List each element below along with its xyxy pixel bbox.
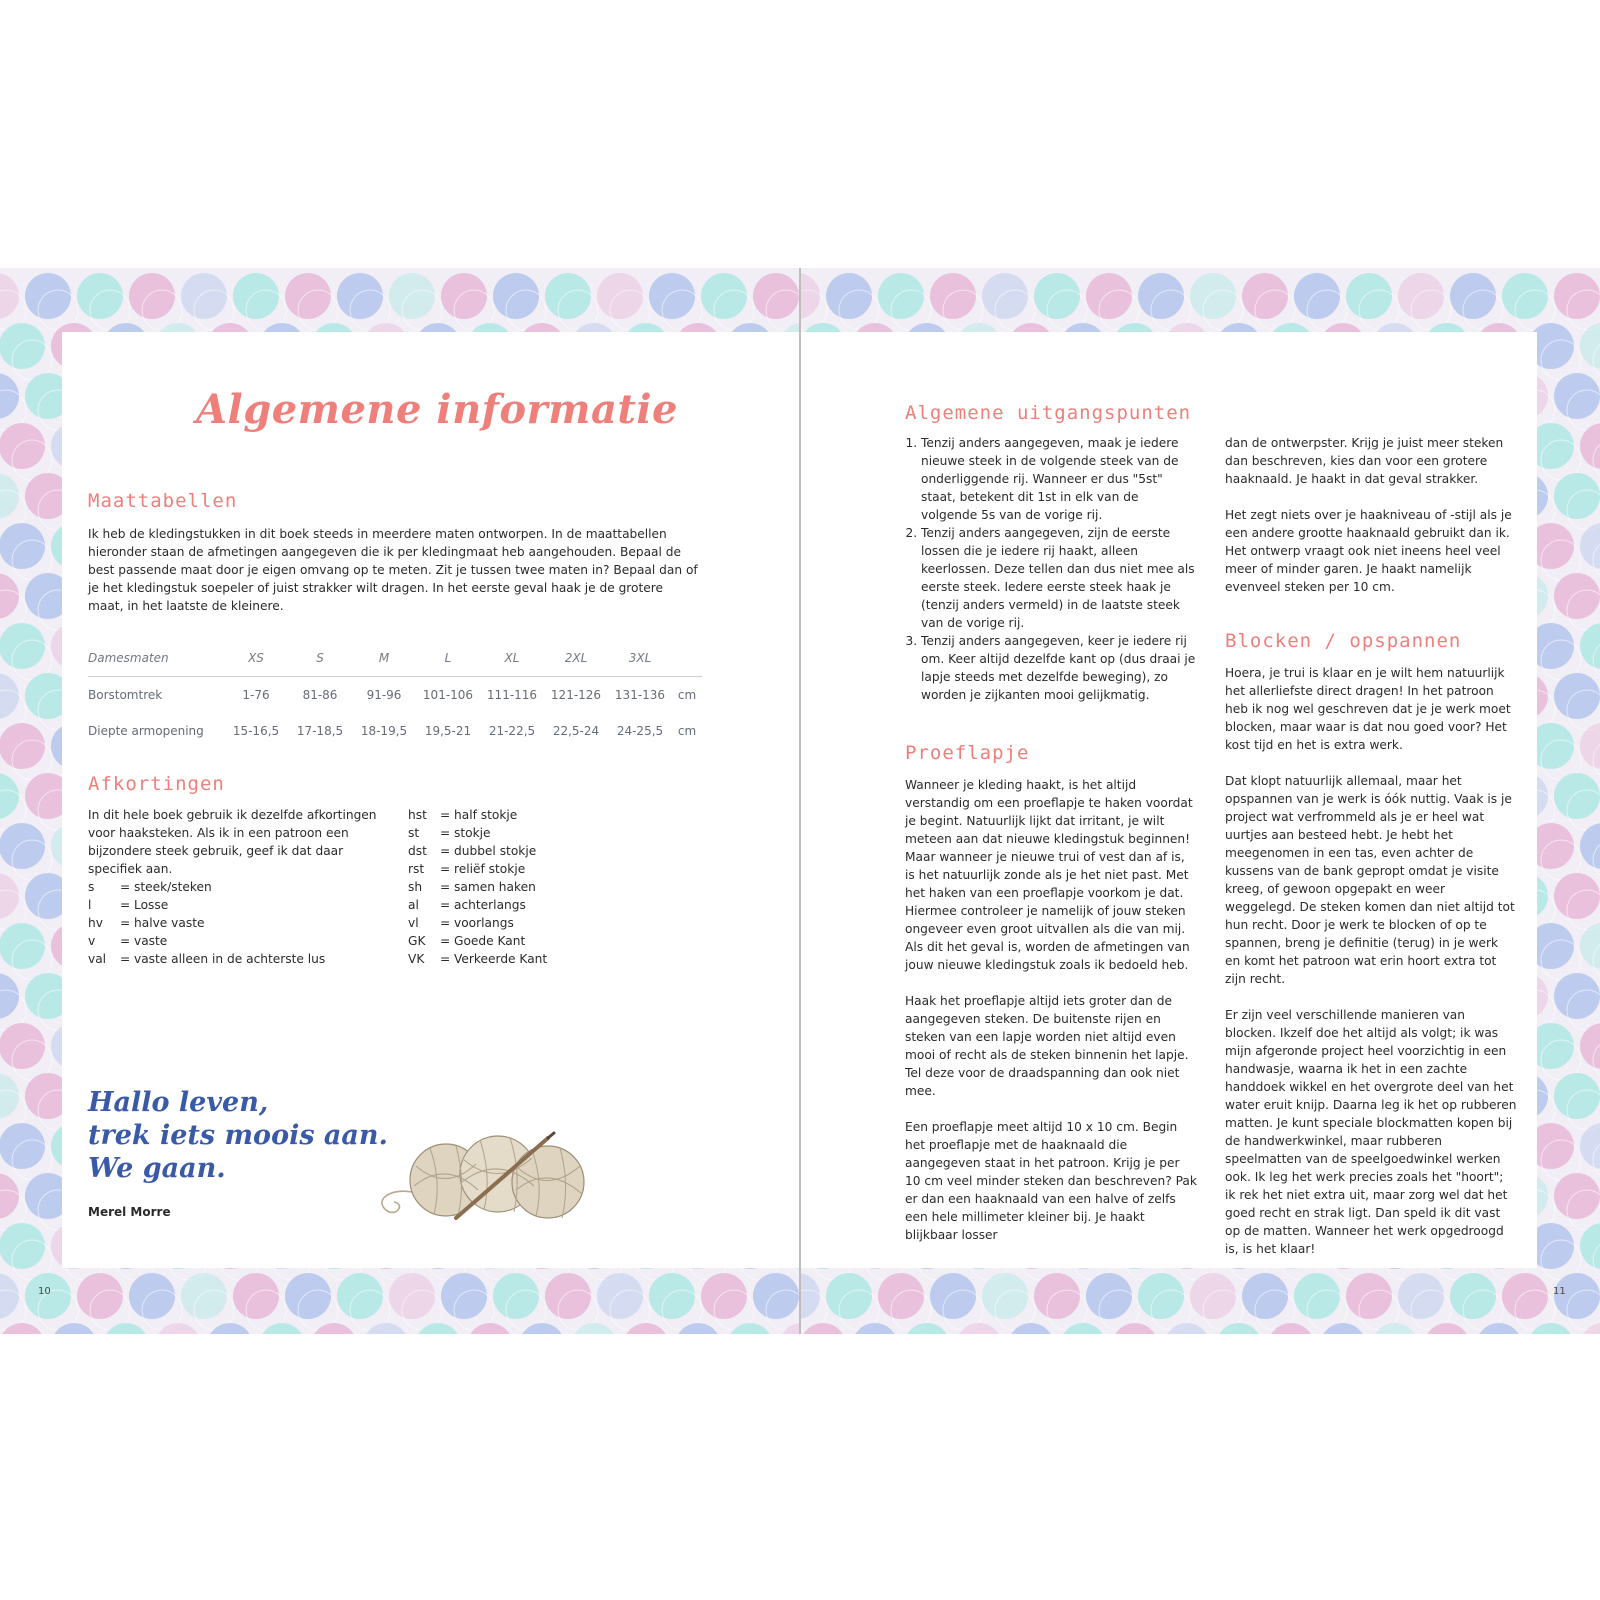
section-heading-uitgangspunten: Algemene uitgangspunten bbox=[905, 402, 1192, 424]
yarn-dot bbox=[1502, 1273, 1548, 1319]
yarn-dot bbox=[493, 273, 539, 319]
proeflapje-text bbox=[905, 776, 1197, 1244]
table-cell: 17-18,5 bbox=[296, 724, 344, 738]
yarn-dot bbox=[0, 923, 45, 969]
column-2-continuation bbox=[1225, 434, 1517, 596]
size-table bbox=[88, 640, 702, 749]
yarn-dot bbox=[1554, 573, 1600, 619]
table-cell: 22,5-24 bbox=[552, 724, 600, 738]
abbr-key: st bbox=[408, 826, 420, 840]
abbr-value: halve vaste bbox=[134, 916, 205, 930]
yarn-dot bbox=[1398, 273, 1444, 319]
yarn-dot bbox=[389, 273, 435, 319]
abbr-value: achterlangs bbox=[454, 898, 526, 912]
yarn-dot bbox=[1294, 1273, 1340, 1319]
proeflapje-paragraph-2: Haak het proeflapje altijd iets groter dan de aangegeven steken. De buitenste rijen en steken van een lapje worden niet altijd even mooi of recht als de steken binnenin het lapje. Tel deze voor de draadspanning dan ook niet mee. bbox=[905, 994, 1189, 1098]
yarn-dot bbox=[649, 273, 695, 319]
header-2xl: 2XL bbox=[544, 640, 608, 677]
yarn-dot bbox=[1554, 773, 1600, 819]
abbr-value: vaste alleen in de achterste lus bbox=[134, 952, 326, 966]
yarn-dot bbox=[77, 273, 123, 319]
yarn-dot bbox=[545, 273, 591, 319]
yarn-dot bbox=[441, 273, 487, 319]
yarn-dot bbox=[753, 1273, 799, 1319]
abbr-key: vl bbox=[408, 916, 419, 930]
yarn-dot bbox=[181, 1273, 227, 1319]
table-row bbox=[88, 677, 702, 714]
blocken-paragraph-2: Dat klopt natuurlijk allemaal, maar het opspannen van je werk is óók nuttig. Vaak is je project wat verfrommeld als je er heel wat uurtjes aan besteed hebt. Je hebt het meegenomen in een tas, even achter de kussens van de bank gepropt omdat je visite kreeg, of gewoon opgepakt en weer weggelegd. De steken komen dan niet altijd tot hun recht. Door je werk te blocken of op te spannen, breng je definitie (terug) in je werk en komt het patroon wat erin hoort extra tot zijn recht. bbox=[1225, 774, 1515, 986]
yarn-dot bbox=[1242, 1273, 1288, 1319]
afkortingen-intro bbox=[88, 806, 378, 878]
list-item: sh = samen haken bbox=[408, 880, 536, 894]
continuation-paragraph-2: Het zegt niets over je haakniveau of -stijl als je een andere grootte haaknaald gebruikt dan ik. Het ontwerp vraagt ook niet ineens heel veel meer of minder garen. Je haakt namelijk evenveel steken per 10 cm. bbox=[1225, 508, 1512, 594]
abbr-key: hst bbox=[408, 808, 427, 822]
yarn-dot bbox=[1086, 1273, 1132, 1319]
list-item: 1. Tenzij anders aangegeven, maak je iedere nieuwe steek in de volgende steek van de onderliggende rij. Wanneer er dus "5st" staat, betekent dit 1st in elk van de volgende 5s van de vorige rij. bbox=[921, 434, 1197, 524]
yarn-dot bbox=[1294, 273, 1340, 319]
list-item: VK = Verkeerde Kant bbox=[408, 952, 548, 966]
quote-line-3: We gaan. bbox=[88, 1153, 226, 1184]
table-row bbox=[88, 713, 702, 749]
header-damesmaten: Damesmaten bbox=[88, 640, 224, 677]
table-cell: 111-116 bbox=[486, 688, 538, 702]
list-item: hst = half stokje bbox=[408, 808, 518, 822]
list-item: val = vaste alleen in de achterste lus bbox=[88, 952, 326, 966]
yarn-dot bbox=[285, 1273, 331, 1319]
yarn-dot bbox=[0, 723, 45, 769]
header-xl: XL bbox=[480, 640, 544, 677]
table-cell: Diepte armopening bbox=[88, 724, 204, 738]
table-cell: 1-76 bbox=[242, 688, 270, 702]
table-cell: 15-16,5 bbox=[232, 724, 280, 738]
yarn-dot bbox=[1346, 1273, 1392, 1319]
abbr-value: Goede Kant bbox=[454, 934, 526, 948]
yarn-dot bbox=[337, 1273, 383, 1319]
yarn-dot bbox=[0, 323, 45, 369]
list-item: 2. Tenzij anders aangegeven, zijn de eerste lossen die je iedere rij haakt, alleen keerlossen. Deze tellen dan dus niet mee als eerste steek. Iedere eerste steek haak je (tenzij anders vermeld) in de laatste steek van de vorige rij. bbox=[921, 524, 1197, 632]
abbr-key: v bbox=[88, 934, 96, 948]
yarn-dot bbox=[930, 1273, 976, 1319]
header-l: L bbox=[416, 640, 480, 677]
abbr-value: vaste bbox=[134, 934, 168, 948]
page-number-right: 11 bbox=[1553, 1286, 1566, 1297]
yarn-dot bbox=[493, 1273, 539, 1319]
list-item: l = Losse bbox=[88, 898, 169, 912]
list-item: st = stokje bbox=[408, 826, 491, 840]
continuation-paragraph-1: dan de ontwerpster. Krijg je juist meer steken dan beschreven, kies dan voor een grotere haaknaald. Je haakt in dat geval strakker. bbox=[1225, 436, 1504, 486]
yarn-dot bbox=[826, 1273, 872, 1319]
table-cell: 121-126 bbox=[550, 688, 602, 702]
abbr-key: s bbox=[88, 880, 95, 894]
uitgangspunten-list bbox=[905, 434, 1197, 704]
yarn-dot bbox=[1190, 273, 1236, 319]
maattabellen-intro bbox=[88, 525, 698, 615]
yarn-dot bbox=[0, 1123, 45, 1169]
table-cell: 19,5-21 bbox=[424, 724, 472, 738]
page-number-left: 10 bbox=[38, 1286, 51, 1297]
yarn-dot bbox=[129, 273, 175, 319]
yarn-dot bbox=[233, 1273, 279, 1319]
left-page bbox=[0, 268, 799, 1334]
abbr-key: sh bbox=[408, 880, 423, 894]
yarn-dot bbox=[1398, 1273, 1444, 1319]
yarn-dot bbox=[701, 273, 747, 319]
yarn-dot bbox=[0, 623, 45, 669]
table-cell: 131-136 bbox=[614, 688, 666, 702]
yarn-dot bbox=[753, 273, 799, 319]
abbr-value: steek/steken bbox=[134, 880, 212, 894]
yarn-balls-with-crochet-hook-illustration bbox=[372, 1130, 604, 1226]
yarn-dot bbox=[0, 423, 45, 469]
table-cell: Borstomtrek bbox=[88, 688, 163, 702]
yarn-dot bbox=[0, 823, 45, 869]
yarn-dot bbox=[1138, 273, 1184, 319]
list-item: v = vaste bbox=[88, 934, 168, 948]
abbr-value: voorlangs bbox=[454, 916, 514, 930]
blocken-text bbox=[1225, 664, 1517, 1258]
abbr-value: Losse bbox=[134, 898, 169, 912]
yarn-dot bbox=[826, 273, 872, 319]
afkortingen-intro-text: In dit hele boek gebruik ik dezelfde afkortingen voor haaksteken. Als ik in een patroon een bijzondere steek gebruik, geef ik dat daar specifiek aan. bbox=[88, 808, 377, 876]
yarn-dot bbox=[1190, 1273, 1236, 1319]
yarn-dot bbox=[545, 1273, 591, 1319]
abbr-key: val bbox=[88, 952, 107, 966]
yarn-dot bbox=[0, 523, 45, 569]
table-cell: cm bbox=[677, 724, 697, 738]
quote-line-2: trek iets moois aan. bbox=[88, 1120, 388, 1151]
header-s: S bbox=[288, 640, 352, 677]
header-xs: XS bbox=[224, 640, 288, 677]
abbr-key: GK bbox=[408, 934, 426, 948]
yarn-dot bbox=[0, 1223, 45, 1269]
list-item: al = achterlangs bbox=[408, 898, 526, 912]
section-heading-blocken: Blocken / opspannen bbox=[1225, 630, 1462, 652]
yarn-dot bbox=[285, 273, 331, 319]
yarn-dot bbox=[878, 1273, 924, 1319]
yarn-dot bbox=[1554, 273, 1600, 319]
list-item: dst = dubbel stokje bbox=[408, 844, 537, 858]
page-title: Algemene informatie bbox=[196, 386, 678, 433]
header-3xl: 3XL bbox=[608, 640, 672, 677]
yarn-dot bbox=[1554, 973, 1600, 1019]
list-item: GK = Goede Kant bbox=[408, 934, 526, 948]
list-item: hv = halve vaste bbox=[88, 916, 205, 930]
blocken-paragraph-3: Er zijn veel verschillende manieren van blocken. Ikzelf doe het altijd als volgt; ik was mijn afgeronde project heel voorzichtig in een handwasje, waarna ik het in een zachte handdoek wikkel en het overgrote deel van het water eruit knijp. Daarna leg ik het op rubberen matten. Je kunt speciale blockmatten kopen bij de handwerkwinkel, maar rubberen speelmatten van de speelgoedwinkel werken ook. Ik leg het werk precies zoals het "hoort"; ik rek het niet extra uit, maar zorg wel dat het goed recht en strak ligt. Dan speld ik dit vast op de matten. Wanneer het werk opgedroogd is, is het klaar! bbox=[1225, 1008, 1517, 1256]
yarn-dot bbox=[701, 1273, 747, 1319]
section-heading-proeflapje: Proeflapje bbox=[905, 742, 1030, 764]
yarn-dot bbox=[25, 273, 71, 319]
table-cell: 91-96 bbox=[366, 688, 402, 702]
yarn-dot bbox=[1502, 273, 1548, 319]
proeflapje-paragraph-3: Een proeflapje meet altijd 10 x 10 cm. Begin het proeflapje met de haaknaald die aangegeven staat in het patroon. Krijg je per 10 cm veel minder steken dan beschreven? Pak er dan een haaknaald van een halve of zelfs een hele millimeter kleiner bij. Je haakt blijkbaar losser bbox=[905, 1120, 1197, 1242]
proeflapje-paragraph-1: Wanneer je kleding haakt, is het altijd verstandig om een proeflapje te haken voordat je begint. Natuurlijk lijkt dat irritant, je wilt meteen aan dat nieuwe kledingstuk beginnen! Maar wanneer je nieuwe trui of vest dan af is, is het natuurlijk zonde als je het niet past. Met het haken van een proeflapje voorkom je dat. Hiermee controleer je namelijk of jouw steken ongeveer even groot uitvallen als die van mij. Als dit het geval is, worden de afmetingen van jouw nieuwe kledingstuk zoals ik bedoeld heb. bbox=[905, 778, 1193, 972]
yarn-dot bbox=[878, 273, 924, 319]
table-cell: 81-86 bbox=[302, 688, 338, 702]
yarn-dot bbox=[337, 273, 383, 319]
abbr-key: al bbox=[408, 898, 419, 912]
yarn-dot bbox=[1450, 1273, 1496, 1319]
list-item: s = steek/steken bbox=[88, 880, 212, 894]
header-m: M bbox=[352, 640, 416, 677]
yarn-dot bbox=[389, 1273, 435, 1319]
yarn-dot bbox=[1554, 673, 1600, 719]
table-cell: cm bbox=[677, 688, 697, 702]
abbr-key: hv bbox=[88, 916, 103, 930]
yarn-dot bbox=[1554, 1173, 1600, 1219]
yarn-dot bbox=[181, 273, 227, 319]
quote-author: Merel Morre bbox=[88, 1205, 171, 1219]
abbr-value: dubbel stokje bbox=[454, 844, 537, 858]
list-item: 3. Tenzij anders aangegeven, keer je iedere rij om. Keer altijd dezelfde kant op (dus draai je lapje steeds met dezelfde beweging), zo worden je zijkanten mooi gelijkmatig. bbox=[921, 632, 1197, 704]
table-cell: 101-106 bbox=[422, 688, 474, 702]
yarn-dot bbox=[1138, 1273, 1184, 1319]
yarn-dot bbox=[982, 273, 1028, 319]
yarn-dot bbox=[441, 1273, 487, 1319]
section-heading-afkortingen: Afkortingen bbox=[88, 773, 225, 795]
abbr-value: samen haken bbox=[454, 880, 536, 894]
yarn-dot bbox=[1554, 1073, 1600, 1119]
header-unit bbox=[672, 640, 702, 677]
yarn-dot bbox=[649, 1273, 695, 1319]
yarn-dot bbox=[597, 273, 643, 319]
table-cell: 24-25,5 bbox=[616, 724, 664, 738]
yarn-dot bbox=[982, 1273, 1028, 1319]
yarn-dot bbox=[1554, 373, 1600, 419]
book-spread bbox=[0, 268, 1600, 1334]
abbr-key: dst bbox=[408, 844, 427, 858]
section-heading-maattabellen: Maattabellen bbox=[88, 490, 238, 512]
abbreviation-list-left bbox=[88, 878, 325, 968]
yarn-dot bbox=[129, 1273, 175, 1319]
abbreviation-list-right bbox=[408, 806, 547, 968]
yarn-dot bbox=[1034, 273, 1080, 319]
yarn-dot bbox=[1554, 473, 1600, 519]
yarn-dot bbox=[233, 273, 279, 319]
yarn-dot bbox=[0, 1023, 45, 1069]
abbr-key: VK bbox=[408, 952, 425, 966]
list-item: rst = reliëf stokje bbox=[408, 862, 526, 876]
yarn-dot bbox=[1034, 1273, 1080, 1319]
yarn-dot bbox=[1346, 273, 1392, 319]
quote-text bbox=[88, 1086, 388, 1185]
size-table-header bbox=[88, 640, 702, 677]
yarn-dot bbox=[1450, 273, 1496, 319]
yarn-dot bbox=[1242, 273, 1288, 319]
yarn-dot bbox=[1554, 873, 1600, 919]
blocken-paragraph-1: Hoera, je trui is klaar en je wilt hem natuurlijk het allerliefste direct dragen! In het patroon heb ik nog wel geschreven dat je je werk moet blocken, maar waar is dat nou goed voor? Het kost tijd en het is extra werk. bbox=[1225, 666, 1511, 752]
yarn-dot bbox=[1086, 273, 1132, 319]
table-cell: 21-22,5 bbox=[488, 724, 536, 738]
abbr-value: stokje bbox=[454, 826, 491, 840]
list-item: vl = voorlangs bbox=[408, 916, 514, 930]
abbr-value: half stokje bbox=[454, 808, 518, 822]
right-page bbox=[801, 268, 1600, 1334]
abbr-key: l bbox=[88, 898, 92, 912]
abbr-value: reliëf stokje bbox=[454, 862, 526, 876]
yarn-dot bbox=[597, 1273, 643, 1319]
quote-line-1: Hallo leven, bbox=[88, 1087, 269, 1118]
maattabellen-intro-text: Ik heb de kledingstukken in dit boek steeds in meerdere maten ontworpen. In de maattabellen hieronder staan de afmetingen aangegeven die ik per kledingmaat heb aangehouden. Bepaal de best passende maat door je eigen omvang op te meten. Zit je tussen twee maten in? Bepaal dan of je het kledingstuk soepeler of juist strakker wilt dragen. In het eerste geval haak je de grotere maat, in het laatste de kleinere. bbox=[88, 527, 698, 613]
table-cell: 18-19,5 bbox=[360, 724, 408, 738]
yarn-dot bbox=[930, 273, 976, 319]
abbr-value: Verkeerde Kant bbox=[454, 952, 548, 966]
yarn-dot bbox=[77, 1273, 123, 1319]
abbr-key: rst bbox=[408, 862, 425, 876]
